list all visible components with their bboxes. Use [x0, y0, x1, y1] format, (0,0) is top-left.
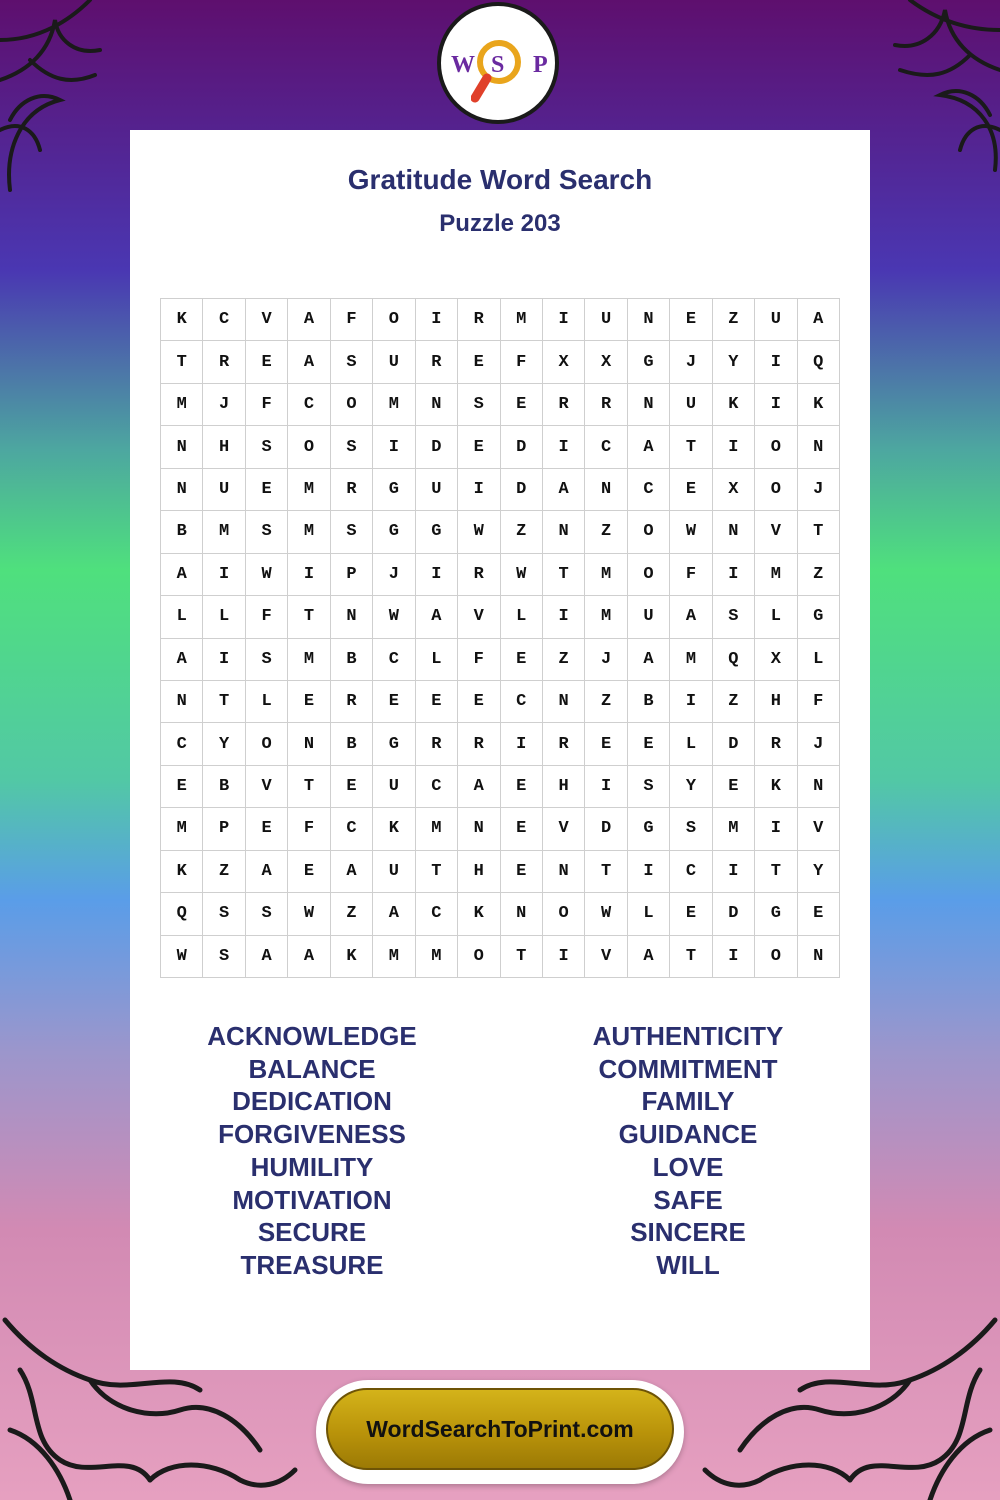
grid-cell[interactable]: I [585, 766, 627, 808]
grid-cell[interactable]: S [670, 808, 712, 850]
grid-cell[interactable]: B [331, 723, 373, 765]
grid-cell[interactable]: I [501, 723, 543, 765]
grid-cell[interactable]: F [670, 554, 712, 596]
grid-cell[interactable]: N [543, 511, 585, 553]
grid-cell[interactable]: Q [713, 639, 755, 681]
grid-cell[interactable]: O [628, 554, 670, 596]
grid-cell[interactable]: S [203, 893, 245, 935]
grid-cell[interactable]: Y [203, 723, 245, 765]
word-item: HUMILITY [250, 1151, 374, 1182]
grid-cell[interactable]: L [798, 639, 840, 681]
grid-cell[interactable]: A [543, 469, 585, 511]
grid-cell[interactable]: M [288, 639, 330, 681]
word-item: DEDICATION [232, 1086, 392, 1117]
grid-cell[interactable]: V [543, 808, 585, 850]
grid-cell[interactable]: A [416, 596, 458, 638]
grid-cell[interactable]: Z [585, 681, 627, 723]
grid-cell[interactable]: X [543, 341, 585, 383]
grid-cell[interactable]: J [373, 554, 415, 596]
grid-cell[interactable]: A [246, 936, 288, 978]
grid-cell[interactable]: V [458, 596, 500, 638]
grid-cell[interactable]: U [416, 469, 458, 511]
grid-cell[interactable]: R [416, 723, 458, 765]
letter-grid [160, 298, 840, 978]
grid-cell[interactable]: M [161, 808, 203, 850]
grid-cell[interactable]: A [628, 639, 670, 681]
grid-cell[interactable]: S [246, 639, 288, 681]
grid-cell[interactable]: W [501, 554, 543, 596]
grid-cell[interactable]: W [670, 511, 712, 553]
grid-cell[interactable]: E [246, 808, 288, 850]
grid-cell[interactable]: L [755, 596, 797, 638]
grid-cell[interactable]: E [458, 341, 500, 383]
grid-cell[interactable]: R [755, 723, 797, 765]
grid-cell[interactable]: I [416, 299, 458, 341]
grid-cell[interactable]: R [416, 341, 458, 383]
grid-cell[interactable]: Z [713, 299, 755, 341]
grid-cell[interactable]: E [161, 766, 203, 808]
grid-cell[interactable]: R [585, 384, 627, 426]
grid-cell[interactable]: G [628, 808, 670, 850]
grid-cell[interactable]: I [416, 554, 458, 596]
grid-cell[interactable]: C [203, 299, 245, 341]
grid-cell[interactable]: W [246, 554, 288, 596]
site-link-label: WordSearchToPrint.com [366, 1415, 634, 1442]
grid-cell[interactable]: T [755, 851, 797, 893]
grid-cell[interactable]: K [755, 766, 797, 808]
grid-cell[interactable]: C [288, 384, 330, 426]
grid-cell[interactable]: C [161, 723, 203, 765]
grid-cell[interactable]: U [373, 341, 415, 383]
grid-cell[interactable]: E [501, 639, 543, 681]
grid-cell[interactable]: I [373, 426, 415, 468]
grid-cell[interactable]: C [628, 469, 670, 511]
puzzle-number: Puzzle 203 [439, 210, 561, 237]
grid-cell[interactable]: O [543, 893, 585, 935]
word-item: FAMILY [641, 1086, 735, 1117]
grid-cell[interactable]: N [798, 766, 840, 808]
grid-cell[interactable]: C [585, 426, 627, 468]
grid-cell[interactable]: I [713, 426, 755, 468]
grid-cell[interactable]: S [628, 766, 670, 808]
grid-cell[interactable]: S [246, 893, 288, 935]
grid-cell[interactable]: N [798, 936, 840, 978]
word-list-left [162, 1020, 462, 1282]
grid-cell[interactable]: K [161, 299, 203, 341]
grid-cell[interactable]: L [246, 681, 288, 723]
grid-cell[interactable]: C [331, 808, 373, 850]
grid-cell[interactable]: L [161, 596, 203, 638]
grid-cell[interactable]: W [373, 596, 415, 638]
grid-cell[interactable]: R [331, 469, 373, 511]
grid-cell[interactable]: H [755, 681, 797, 723]
grid-cell[interactable]: I [543, 596, 585, 638]
grid-cell[interactable]: T [585, 851, 627, 893]
grid-cell[interactable]: H [458, 851, 500, 893]
grid-cell[interactable]: D [713, 893, 755, 935]
grid-cell[interactable]: G [628, 341, 670, 383]
grid-cell[interactable]: N [585, 469, 627, 511]
word-item: WILL [656, 1249, 720, 1280]
grid-cell[interactable]: E [373, 681, 415, 723]
grid-cell[interactable]: G [755, 893, 797, 935]
word-item: SINCERE [630, 1217, 746, 1248]
grid-cell[interactable]: I [713, 851, 755, 893]
logo-letter-p: P [533, 52, 548, 78]
grid-cell[interactable]: A [373, 893, 415, 935]
grid-cell[interactable]: L [203, 596, 245, 638]
grid-cell[interactable]: U [670, 384, 712, 426]
grid-cell[interactable]: I [543, 299, 585, 341]
grid-cell[interactable]: N [543, 681, 585, 723]
grid-cell[interactable]: G [373, 511, 415, 553]
grid-cell[interactable]: S [331, 426, 373, 468]
grid-cell[interactable]: A [246, 851, 288, 893]
grid-cell[interactable]: E [670, 299, 712, 341]
grid-cell[interactable]: G [373, 723, 415, 765]
grid-cell[interactable]: E [670, 893, 712, 935]
grid-cell[interactable]: C [416, 893, 458, 935]
grid-cell[interactable]: M [670, 639, 712, 681]
grid-cell[interactable]: I [628, 851, 670, 893]
wsp-logo[interactable] [437, 2, 559, 124]
grid-cell[interactable]: E [458, 681, 500, 723]
grid-cell[interactable]: Y [798, 851, 840, 893]
grid-cell[interactable]: B [331, 639, 373, 681]
grid-cell[interactable]: A [288, 936, 330, 978]
grid-cell[interactable]: E [246, 341, 288, 383]
grid-cell[interactable]: W [458, 511, 500, 553]
grid-cell[interactable]: S [331, 511, 373, 553]
grid-cell[interactable]: Z [798, 554, 840, 596]
grid-cell[interactable]: N [458, 808, 500, 850]
grid-cell[interactable]: O [373, 299, 415, 341]
grid-cell[interactable]: X [713, 469, 755, 511]
grid-cell[interactable]: I [543, 426, 585, 468]
logo-letter-s: S [491, 52, 505, 78]
grid-cell[interactable]: U [373, 851, 415, 893]
grid-cell[interactable]: P [331, 554, 373, 596]
grid-cell[interactable]: I [203, 639, 245, 681]
grid-cell[interactable]: E [628, 723, 670, 765]
grid-cell[interactable]: T [288, 596, 330, 638]
grid-cell[interactable]: N [416, 384, 458, 426]
grid-cell[interactable]: W [585, 893, 627, 935]
grid-cell[interactable]: K [713, 384, 755, 426]
grid-cell[interactable]: Z [203, 851, 245, 893]
grid-cell[interactable]: E [331, 766, 373, 808]
grid-cell[interactable]: I [713, 554, 755, 596]
word-item: AUTHENTICITY [592, 1021, 784, 1051]
grid-cell[interactable]: E [798, 893, 840, 935]
grid-cell[interactable]: I [670, 681, 712, 723]
grid-cell[interactable]: F [798, 681, 840, 723]
grid-cell[interactable]: S [331, 341, 373, 383]
word-item: COMMITMENT [598, 1053, 778, 1084]
grid-cell[interactable]: K [373, 808, 415, 850]
grid-cell[interactable]: A [628, 936, 670, 978]
logo-letter-w: W [451, 52, 475, 78]
grid-cell[interactable]: D [416, 426, 458, 468]
grid-cell[interactable]: O [755, 936, 797, 978]
grid-cell[interactable]: U [755, 299, 797, 341]
grid-cell[interactable]: S [246, 511, 288, 553]
grid-cell[interactable]: O [458, 936, 500, 978]
grid-cell[interactable]: T [416, 851, 458, 893]
grid-cell[interactable]: M [755, 554, 797, 596]
grid-cell[interactable]: S [246, 426, 288, 468]
grid-cell[interactable]: D [585, 808, 627, 850]
word-item: SECURE [257, 1217, 367, 1248]
grid-cell[interactable]: N [628, 384, 670, 426]
grid-cell[interactable]: E [670, 469, 712, 511]
grid-cell[interactable]: H [203, 426, 245, 468]
grid-cell[interactable]: F [246, 384, 288, 426]
grid-cell[interactable]: C [416, 766, 458, 808]
grid-cell[interactable]: E [501, 808, 543, 850]
grid-cell[interactable]: C [501, 681, 543, 723]
grid-cell[interactable]: E [288, 851, 330, 893]
grid-cell[interactable]: D [501, 469, 543, 511]
grid-cell[interactable]: M [713, 808, 755, 850]
grid-cell[interactable]: T [203, 681, 245, 723]
grid-cell[interactable]: M [288, 511, 330, 553]
grid-cell[interactable]: Z [331, 893, 373, 935]
grid-cell[interactable]: G [373, 469, 415, 511]
grid-cell[interactable]: E [585, 723, 627, 765]
grid-cell[interactable]: V [246, 766, 288, 808]
grid-cell[interactable]: T [670, 426, 712, 468]
grid-cell[interactable]: I [755, 341, 797, 383]
grid-cell[interactable]: T [288, 766, 330, 808]
grid-cell[interactable]: J [203, 384, 245, 426]
grid-cell[interactable]: R [203, 341, 245, 383]
grid-cell[interactable]: H [543, 766, 585, 808]
grid-cell[interactable]: U [203, 469, 245, 511]
site-link-button[interactable] [316, 1380, 684, 1484]
grid-cell[interactable]: J [670, 341, 712, 383]
grid-cell[interactable]: V [755, 511, 797, 553]
grid-cell[interactable]: N [161, 681, 203, 723]
grid-cell[interactable]: L [416, 639, 458, 681]
grid-cell[interactable]: R [458, 554, 500, 596]
grid-cell[interactable]: F [458, 639, 500, 681]
word-item: SAFE [653, 1184, 723, 1215]
grid-cell[interactable]: I [288, 554, 330, 596]
flourish-ornament-icon [0, 0, 140, 200]
grid-cell[interactable]: N [713, 511, 755, 553]
grid-cell[interactable]: D [713, 723, 755, 765]
grid-cell[interactable]: W [161, 936, 203, 978]
grid-cell[interactable]: I [458, 469, 500, 511]
grid-cell[interactable]: F [501, 341, 543, 383]
grid-cell[interactable]: D [501, 426, 543, 468]
grid-cell[interactable]: M [416, 808, 458, 850]
grid-cell[interactable]: L [628, 893, 670, 935]
grid-cell[interactable]: X [755, 639, 797, 681]
grid-cell[interactable]: N [288, 723, 330, 765]
word-item: TREASURE [240, 1249, 384, 1280]
grid-cell[interactable]: E [458, 426, 500, 468]
grid-cell[interactable]: C [670, 851, 712, 893]
grid-cell[interactable]: T [501, 936, 543, 978]
grid-cell[interactable]: V [246, 299, 288, 341]
grid-cell[interactable]: Q [161, 893, 203, 935]
grid-cell[interactable]: Z [543, 639, 585, 681]
word-item: LOVE [652, 1151, 724, 1182]
grid-cell[interactable]: O [331, 384, 373, 426]
grid-cell[interactable]: A [161, 554, 203, 596]
grid-cell[interactable]: K [458, 893, 500, 935]
grid-cell[interactable]: T [798, 511, 840, 553]
grid-cell[interactable]: E [288, 681, 330, 723]
grid-cell[interactable]: S [203, 936, 245, 978]
grid-cell[interactable]: N [331, 596, 373, 638]
word-item: BALANCE [248, 1053, 376, 1084]
grid-cell[interactable]: M [373, 936, 415, 978]
grid-cell[interactable]: M [288, 469, 330, 511]
grid-cell[interactable]: L [670, 723, 712, 765]
grid-cell[interactable]: N [161, 426, 203, 468]
grid-cell[interactable]: M [585, 554, 627, 596]
grid-cell[interactable]: I [755, 384, 797, 426]
grid-cell[interactable]: T [670, 936, 712, 978]
grid-cell[interactable]: E [501, 384, 543, 426]
grid-cell[interactable]: N [628, 299, 670, 341]
grid-cell[interactable]: A [628, 426, 670, 468]
grid-cell[interactable]: Z [585, 511, 627, 553]
word-item: FORGIVENESS [218, 1119, 406, 1150]
grid-cell[interactable]: G [416, 511, 458, 553]
grid-cell[interactable]: R [458, 299, 500, 341]
grid-cell[interactable]: G [798, 596, 840, 638]
grid-cell[interactable]: R [543, 384, 585, 426]
word-item: MOTIVATION [232, 1184, 392, 1215]
grid-cell[interactable]: C [373, 639, 415, 681]
grid-cell[interactable]: A [331, 851, 373, 893]
grid-cell[interactable]: O [628, 511, 670, 553]
grid-cell[interactable]: U [628, 596, 670, 638]
grid-cell[interactable]: B [203, 766, 245, 808]
grid-cell[interactable]: N [798, 426, 840, 468]
grid-cell[interactable]: Z [501, 511, 543, 553]
word-item: GUIDANCE [618, 1119, 758, 1150]
grid-cell[interactable]: E [713, 766, 755, 808]
grid-cell[interactable]: A [798, 299, 840, 341]
puzzle-card [130, 130, 870, 1370]
grid-cell[interactable]: M [416, 936, 458, 978]
grid-cell[interactable]: A [161, 639, 203, 681]
grid-cell[interactable]: M [161, 384, 203, 426]
grid-cell[interactable]: R [458, 723, 500, 765]
grid-cell[interactable]: V [585, 936, 627, 978]
grid-cell[interactable]: X [585, 341, 627, 383]
grid-cell[interactable]: I [543, 936, 585, 978]
grid-cell[interactable]: W [288, 893, 330, 935]
grid-cell[interactable]: Y [713, 341, 755, 383]
grid-cell[interactable]: A [288, 299, 330, 341]
grid-cell[interactable]: M [585, 596, 627, 638]
grid-cell[interactable]: O [246, 723, 288, 765]
grid-cell[interactable]: T [543, 554, 585, 596]
grid-cell[interactable]: T [161, 341, 203, 383]
grid-cell[interactable]: E [416, 681, 458, 723]
grid-cell[interactable]: M [501, 299, 543, 341]
grid-cell[interactable]: N [543, 851, 585, 893]
grid-cell[interactable]: S [713, 596, 755, 638]
grid-cell[interactable]: R [543, 723, 585, 765]
grid-cell[interactable]: S [458, 384, 500, 426]
grid-cell[interactable]: O [755, 426, 797, 468]
grid-cell[interactable]: R [331, 681, 373, 723]
grid-cell[interactable]: I [755, 808, 797, 850]
grid-cell[interactable]: M [373, 384, 415, 426]
grid-cell[interactable]: O [288, 426, 330, 468]
grid-cell[interactable]: L [501, 596, 543, 638]
grid-cell[interactable]: B [628, 681, 670, 723]
grid-cell[interactable]: F [331, 299, 373, 341]
grid-cell[interactable]: B [161, 511, 203, 553]
grid-cell[interactable]: E [246, 469, 288, 511]
grid-cell[interactable]: J [798, 469, 840, 511]
word-list-right [538, 1020, 838, 1282]
grid-cell[interactable]: K [798, 384, 840, 426]
grid-cell[interactable]: M [203, 511, 245, 553]
grid-cell[interactable]: I [713, 936, 755, 978]
grid-cell[interactable]: K [161, 851, 203, 893]
grid-cell[interactable]: P [203, 808, 245, 850]
grid-cell[interactable]: V [798, 808, 840, 850]
page-title: Gratitude Word Search [347, 164, 653, 195]
grid-cell[interactable]: F [246, 596, 288, 638]
grid-cell[interactable]: Y [670, 766, 712, 808]
site-link-face[interactable] [326, 1388, 674, 1470]
grid-cell[interactable]: E [501, 766, 543, 808]
grid-cell[interactable]: N [501, 893, 543, 935]
grid-cell[interactable]: U [373, 766, 415, 808]
word-item: ACKNOWLEDGE [207, 1021, 417, 1051]
grid-cell[interactable]: K [331, 936, 373, 978]
grid-cell[interactable]: Q [798, 341, 840, 383]
grid-cell[interactable]: U [585, 299, 627, 341]
grid-cell[interactable]: A [670, 596, 712, 638]
grid-cell[interactable]: A [288, 341, 330, 383]
grid-cell[interactable]: A [458, 766, 500, 808]
grid-cell[interactable]: E [501, 851, 543, 893]
grid-cell[interactable]: Z [713, 681, 755, 723]
grid-cell[interactable]: O [755, 469, 797, 511]
grid-cell[interactable]: J [585, 639, 627, 681]
grid-cell[interactable]: F [288, 808, 330, 850]
grid-cell[interactable]: N [161, 469, 203, 511]
grid-cell[interactable]: I [203, 554, 245, 596]
grid-cell[interactable]: J [798, 723, 840, 765]
